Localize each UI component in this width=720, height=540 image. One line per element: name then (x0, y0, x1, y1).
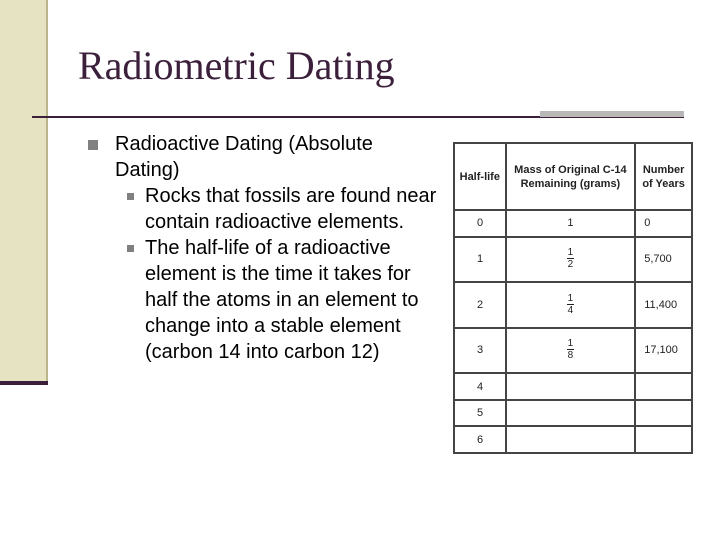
cell-years (635, 373, 692, 400)
sub-bullet-text: The half-life of a radioactive element is the time it takes for half the atoms in an element to change into a stable element (carbon 14 into carbon 12) (145, 237, 419, 363)
cell-years: 11,400 (635, 282, 692, 328)
bullet-text: Radioactive Dating (Absolute Dating) (115, 133, 373, 181)
cell-years (635, 426, 692, 453)
table-row (454, 210, 692, 237)
table-row (454, 426, 692, 453)
table-row (454, 282, 692, 328)
table-row (454, 400, 692, 427)
cell-mass (506, 426, 636, 453)
cell-mass: 1 (506, 210, 636, 237)
cell-half-life: 4 (454, 373, 506, 400)
cell-years (635, 400, 692, 427)
table-row (454, 237, 692, 283)
table-row (454, 328, 692, 374)
cell-mass (506, 237, 636, 283)
bullet-item (88, 131, 438, 183)
fraction (567, 294, 574, 315)
fraction-denominator: 4 (567, 304, 574, 316)
fraction-numerator: 1 (567, 247, 574, 259)
cell-years: 0 (635, 210, 692, 237)
cell-mass (506, 328, 636, 374)
header-half-life: Half-life (454, 143, 506, 210)
fraction-numerator: 1 (567, 338, 574, 350)
cell-half-life: 0 (454, 210, 506, 237)
cell-years: 17,100 (635, 328, 692, 374)
fraction-denominator: 2 (567, 259, 574, 271)
half-life-table (453, 142, 693, 454)
fraction (567, 339, 574, 360)
cell-mass (506, 282, 636, 328)
header-years: Number of Years (635, 143, 692, 210)
table-row (454, 373, 692, 400)
cell-mass (506, 373, 636, 400)
fraction (567, 248, 574, 269)
sub-bullet-text: Rocks that fossils are found near contain radioactive elements. (145, 185, 437, 233)
cell-half-life: 6 (454, 426, 506, 453)
sub-bullet-item (115, 235, 438, 365)
bullet-square-icon (88, 140, 98, 150)
cell-half-life: 3 (454, 328, 506, 374)
header-mass: Mass of Original C-14 Remaining (grams) (506, 143, 636, 210)
cell-half-life: 2 (454, 282, 506, 328)
fraction-numerator: 1 (567, 292, 574, 304)
cell-mass (506, 400, 636, 427)
sub-bullet-square-icon (127, 193, 134, 200)
cell-years: 5,700 (635, 237, 692, 283)
left-decor-bar-foot (0, 381, 48, 385)
cell-half-life: 1 (454, 237, 506, 283)
sub-bullet-square-icon (127, 245, 134, 252)
left-decor-bar (0, 0, 48, 383)
slide-title: Radiometric Dating (78, 43, 395, 88)
title-rule-accent (540, 111, 684, 117)
sub-bullet-item (115, 183, 438, 235)
fraction-denominator: 8 (567, 350, 574, 362)
bullet-list (88, 131, 438, 365)
cell-half-life: 5 (454, 400, 506, 427)
